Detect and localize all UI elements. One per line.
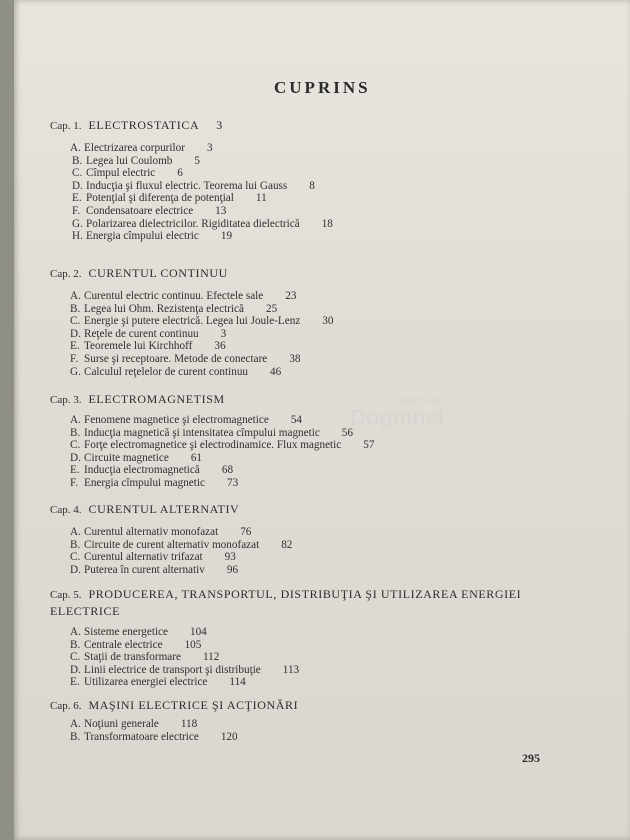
toc-entry: C. Energie şi putere electrică. Legea lui Joule-Lenz 30 bbox=[70, 315, 334, 328]
toc-entry: D. Circuite magnetice 61 bbox=[70, 451, 202, 464]
toc-entry: D. Linii electrice de transport şi distribuţie 113 bbox=[70, 663, 300, 676]
chapter-name: CURENTUL CONTINUU bbox=[88, 266, 228, 280]
chapter-heading-3 bbox=[50, 392, 225, 407]
toc-entry: B. Circuite de curent alternativ monofazat 82 bbox=[70, 538, 293, 551]
toc-entry: A. Curentul electric continuu. Efectele sale 23 bbox=[70, 290, 297, 302]
toc-entry: E. Potenţial şi diferenţa de potenţial 11 bbox=[72, 192, 267, 205]
toc-entry: C. Staţii de transformare 112 bbox=[70, 651, 220, 664]
toc-entry: A. Sisteme energetice 104 bbox=[70, 626, 207, 638]
toc-entry: G. Calculul reţelelor de curent continuu 46 bbox=[70, 365, 282, 378]
toc-entry: A. Curentul alternativ monofazat 76 bbox=[70, 526, 252, 538]
chapter-name: ELECTROSTATICA bbox=[88, 118, 200, 132]
toc-entry: H. Energia cîmpului electric 19 bbox=[72, 230, 233, 243]
toc-entry: E. Utilizarea energiei electrice 114 bbox=[70, 676, 246, 689]
chapter-name: CURENTUL ALTERNATIV bbox=[88, 502, 240, 516]
chapter-label: Cap. 1. bbox=[50, 120, 82, 132]
chapter-name: MAŞINI ELECTRICE ŞI ACŢIONĂRI bbox=[88, 698, 299, 712]
toc-entry: D. Inducţia şi fluxul electric. Teorema lui Gauss 8 bbox=[72, 179, 315, 192]
chapter-items-6 bbox=[70, 718, 238, 743]
chapter-heading-4 bbox=[50, 502, 239, 517]
chapter-items-2 bbox=[70, 290, 333, 378]
toc-entry: E. Teoremele lui Kirchhoff 36 bbox=[70, 340, 226, 353]
watermark-big: Dogmnei bbox=[350, 405, 445, 430]
chapter-heading-2 bbox=[50, 266, 228, 281]
toc-entry: C. Forţe electromagnetice şi electrodinamice. Flux magnetic 57 bbox=[70, 439, 375, 452]
chapter-items-1 bbox=[70, 142, 333, 243]
chapter-page: 3 bbox=[216, 118, 223, 132]
chapter-heading-1 bbox=[50, 118, 222, 133]
chapter-items-3 bbox=[70, 414, 374, 490]
toc-entry: B. Inducţia magnetică şi intensitatea cîmpului magnetic 56 bbox=[70, 426, 353, 439]
chapter-items-5 bbox=[70, 626, 299, 689]
toc-entry: E. Inducţia electromagnetică 68 bbox=[70, 464, 234, 477]
toc-entry: A. Noţiuni generale 118 bbox=[70, 718, 198, 730]
toc-entry: G. Polarizarea dielectricilor. Rigiditatea dielectrică 18 bbox=[72, 217, 333, 230]
chapter-label: Cap. 2. bbox=[50, 268, 82, 280]
toc-entry: A. Fenomene magnetice şi electromagnetice 54 bbox=[70, 414, 303, 426]
chapter-label: Cap. 3. bbox=[50, 394, 82, 406]
toc-entry: B. Legea lui Coulomb 5 bbox=[72, 154, 200, 167]
toc-entry: F. Condensatoare electrice 13 bbox=[72, 204, 227, 217]
toc-entry: B. Transformatoare electrice 120 bbox=[70, 730, 238, 743]
toc-entry: C. Curentul alternativ trifazat 93 bbox=[70, 551, 236, 564]
toc-entry: D. Reţele de curent continuu 3 bbox=[70, 327, 227, 340]
chapter-label: Cap. 5. bbox=[50, 589, 82, 601]
page-number: 295 bbox=[522, 751, 540, 765]
watermark-small: anticariat bbox=[396, 395, 441, 407]
chapter-label: Cap. 4. bbox=[50, 504, 82, 516]
toc-entry: F. Surse şi receptoare. Metode de conectare 38 bbox=[70, 352, 301, 365]
toc-entry: C. Cîmpul electric 6 bbox=[72, 167, 183, 180]
toc-entry: B. Centrale electrice 105 bbox=[70, 638, 202, 651]
chapter-heading-5 bbox=[50, 586, 590, 619]
toc-entry: B. Legea lui Ohm. Rezistenţa electrică 25 bbox=[70, 302, 278, 315]
book-page bbox=[14, 0, 630, 840]
chapter-label: Cap. 6. bbox=[50, 700, 82, 712]
toc-entry: D. Puterea în curent alternativ 96 bbox=[70, 563, 239, 576]
chapter-heading-6 bbox=[50, 698, 298, 713]
chapter-name: PRODUCEREA, TRANSPORTUL, DISTRIBUŢIA ŞI UTILIZAREA ENERGIEI ELECTRICE bbox=[50, 587, 522, 618]
toc-entry: F. Energia cîmpului magnetic 73 bbox=[70, 476, 239, 489]
toc-entry: A. Electrizarea corpurilor 3 bbox=[70, 142, 213, 154]
page-title: CUPRINS bbox=[274, 78, 371, 97]
chapter-items-4 bbox=[70, 526, 292, 576]
chapter-name: ELECTROMAGNETISM bbox=[88, 392, 225, 406]
